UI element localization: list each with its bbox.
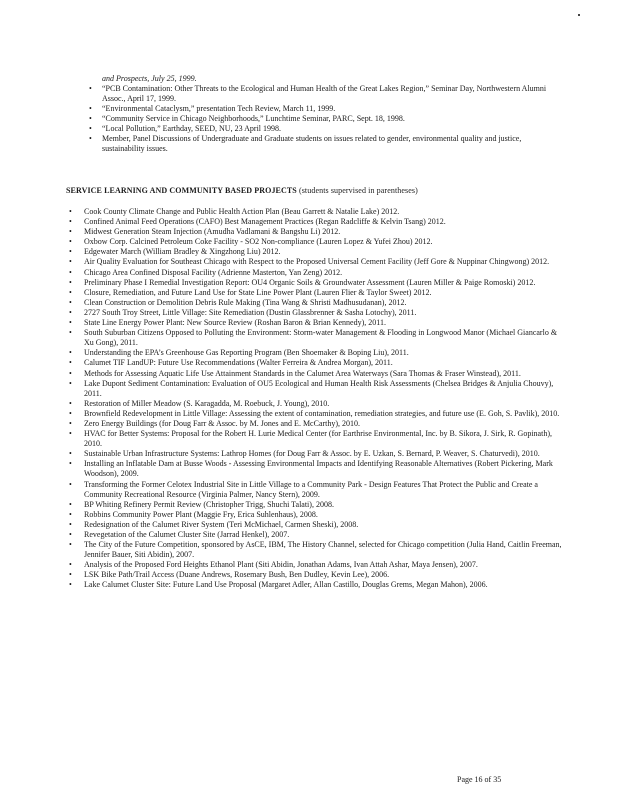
project-item bbox=[66, 480, 566, 500]
bullet-icon: • bbox=[69, 530, 72, 539]
project-text: Chicago Area Confined Disposal Facility (Adrienne Masterton, Yan Zeng) 2012. bbox=[84, 267, 343, 277]
project-text: Installing an Inflatable Dam at Busse Woods - Assessing Environmental Impacts and Identifying Reasonable Alternatives (Robert Pickering, Mark Woodson), 2009. bbox=[84, 459, 553, 479]
list-item: • “Environmental Cataclysm,” presentation Tech Review, March 11, 1999. bbox=[89, 104, 336, 113]
bullet-icon: • bbox=[69, 449, 72, 459]
bullet-icon: • bbox=[69, 328, 72, 338]
project-item bbox=[66, 308, 566, 318]
project-item bbox=[66, 348, 566, 358]
project-item bbox=[66, 217, 566, 227]
bullet-icon: • bbox=[89, 134, 92, 143]
section-heading bbox=[66, 186, 566, 195]
project-item bbox=[66, 379, 566, 399]
bullet-icon: • bbox=[69, 570, 72, 580]
project-item bbox=[66, 510, 566, 520]
project-text: HVAC for Better Systems: Proposal for the Robert H. Lurie Medical Center (for Earthrise Environmental, Inc. by B. Sikora, J. Sirk, R. Gopinath), 2010. bbox=[84, 429, 552, 449]
project-item bbox=[66, 278, 566, 288]
project-item bbox=[66, 399, 566, 409]
project-text: Revegetation of the Calumet Cluster Site (Jarrad Henkel), 2007. bbox=[84, 530, 290, 539]
list-item: • “Community Service in Chicago Neighborhoods,” Lunchtime Seminar, PARC, Sept. 18, 1998. bbox=[89, 114, 405, 123]
bullet-icon: • bbox=[69, 368, 72, 378]
bullet-icon: • bbox=[69, 408, 72, 418]
bullet-icon: • bbox=[69, 348, 72, 358]
project-text: Methods for Assessing Aquatic Life Use Attainment Standards in the Calumet Area Waterways (Sara Thomas & Fraser Winstead), 2011. bbox=[84, 368, 521, 378]
project-item bbox=[66, 298, 566, 308]
bullet-icon: • bbox=[69, 378, 72, 388]
projects-list bbox=[66, 207, 566, 591]
bullet-icon: • bbox=[69, 580, 72, 590]
project-item bbox=[66, 530, 566, 540]
project-text: Air Quality Evaluation for Southeast Chicago with Respect to the Proposed Universal Cement Facility (Jeff Gore & Nuppinar Chingwong) 2012. bbox=[84, 257, 550, 267]
bullet-icon: • bbox=[89, 124, 92, 133]
project-text: Sustainable Urban Infrastructure Systems: Lathrop Homes (for Doug Farr & Assoc. by E. Uzkan, S. Bernard, P. Weaver, S. Chaturvedi), 2010. bbox=[84, 449, 540, 459]
presentations-list bbox=[88, 74, 558, 154]
project-item bbox=[66, 207, 566, 217]
bullet-icon: • bbox=[69, 459, 72, 469]
list-item: and Prospects, July 25, 1999. bbox=[102, 74, 197, 83]
project-item bbox=[66, 459, 566, 479]
project-text: Lake Calumet Cluster Site: Future Land Use Proposal (Margaret Adler, Allan Castillo, Douglas Grems, Megan Mahon), 2006. bbox=[84, 580, 488, 590]
section-title: SERVICE LEARNING AND COMMUNITY BASED PROJECTS bbox=[66, 186, 297, 195]
bullet-icon: • bbox=[69, 207, 72, 216]
project-text: State Line Energy Power Plant: New Source Review (Roshan Baron & Brian Kennedy), 2011. bbox=[84, 318, 386, 328]
bullet-icon: • bbox=[69, 540, 72, 550]
project-text: Preliminary Phase I Remedial Investigation Report: OU4 Organic Soils & Groundwater Assessment (Lauren Miller & Paige Romoski) 2012. bbox=[84, 277, 536, 287]
project-text: Redesignation of the Calumet River System (Teri McMichael, Carmen Sheski), 2008. bbox=[84, 519, 359, 529]
project-text: Restoration of Miller Meadow (S. Karagadda, M. Roebuck, J. Young), 2010. bbox=[84, 398, 330, 408]
bullet-icon: • bbox=[69, 499, 72, 509]
project-item bbox=[66, 429, 566, 449]
project-item bbox=[66, 237, 566, 247]
project-text: South Suburban Citizens Opposed to Polluting the Environment: Storm-water Management & Flooding in Longwood Manor (Michael Giancarlo & Xu Gong), 2011. bbox=[84, 328, 558, 348]
project-item bbox=[66, 268, 566, 278]
project-text: Lake Dupont Sediment Contamination: Evaluation of OU5 Ecological and Human Health Risk Assessments (Chelsea Bridges & Anjulia Chouvy), 2011. bbox=[84, 378, 554, 398]
project-text: Zero Energy Buildings (for Doug Farr & Assoc. by M. Jones and E. McCarthy), 2010. bbox=[84, 418, 361, 428]
project-text: Transforming the Former Celotex Industrial Site in Little Village to a Community Park - Design Features That Protect the Public and Create a Community Recreational Resource (Virginia Palmer, Nancy Stern), 2009. bbox=[84, 479, 538, 499]
project-text: Midwest Generation Steam Injection (Amudha Vadlamani & Bangshu Li) 2012. bbox=[84, 227, 341, 237]
bullet-icon: • bbox=[69, 318, 72, 328]
bullet-icon: • bbox=[69, 247, 72, 257]
bullet-icon: • bbox=[89, 114, 92, 123]
bullet-icon: • bbox=[69, 237, 72, 247]
project-item bbox=[66, 369, 566, 379]
bullet-icon: • bbox=[69, 257, 72, 267]
bullet-icon: • bbox=[89, 104, 92, 113]
project-item bbox=[66, 227, 566, 237]
bullet-icon: • bbox=[69, 267, 72, 277]
project-text: Cook County Climate Change and Public Health Action Plan (Beau Garrett & Natalie Lake) 2012. bbox=[84, 207, 400, 216]
bullet-icon: • bbox=[89, 84, 92, 93]
project-text: BP Whiting Refinery Permit Review (Christopher Trigg, Shuchi Talati), 2008. bbox=[84, 499, 334, 509]
section-subtitle: (students supervised in parentheses) bbox=[298, 186, 418, 195]
bullet-icon: • bbox=[69, 509, 72, 519]
project-item bbox=[66, 409, 566, 419]
bullet-icon: • bbox=[69, 297, 72, 307]
project-text: Confined Animal Feed Operations (CAFO) Best Management Practices (Regan Radcliffe & Kelvin Tsang) 2012. bbox=[84, 217, 446, 227]
bullet-icon: • bbox=[69, 277, 72, 287]
project-text: Understanding the EPA’s Greenhouse Gas Reporting Program (Ben Shoemaker & Boping Liu), 2011. bbox=[84, 348, 409, 358]
list-item: • “Local Pollution,” Earthday, SEED, NU, 23 April 1998. bbox=[89, 124, 282, 133]
project-text: Oxbow Corp. Calcined Petroleum Coke Facility - SO2 Non-compliance (Lauren Lopez & Yufei Zhou) 2012. bbox=[84, 237, 433, 247]
bullet-icon: • bbox=[69, 560, 72, 570]
project-item bbox=[66, 449, 566, 459]
project-item bbox=[66, 570, 566, 580]
bullet-icon: • bbox=[69, 358, 72, 368]
project-text: The City of the Future Competition, sponsored by AsCE, IBM, The History Channel, selected for Chicago competition (Julia Hand, Caitlin Freeman, Jennifer Bauer, Siti Abidin), 2007. bbox=[84, 540, 562, 560]
project-text: Closure, Remediation, and Future Land Use for State Line Power Plant (Lauren Flier & Taylor Sweet) 2012. bbox=[84, 287, 432, 297]
project-item bbox=[66, 540, 566, 560]
project-text: LSK Bike Path/Trail Access (Duane Andrews, Rosemary Bush, Ben Dudley, Kevin Lee), 2006. bbox=[84, 570, 390, 580]
project-item bbox=[66, 419, 566, 429]
project-text: Robbins Community Power Plant (Maggie Fry, Erica Suhlenhaus), 2008. bbox=[84, 509, 318, 519]
bullet-icon: • bbox=[69, 227, 72, 237]
project-item bbox=[66, 318, 566, 328]
project-item bbox=[66, 257, 566, 267]
bullet-icon: • bbox=[69, 307, 72, 317]
project-item bbox=[66, 560, 566, 570]
project-text: Clean Construction or Demolition Debris Rule Making (Tina Wang & Shristi Madhusudanan), 2012. bbox=[84, 297, 407, 307]
project-text: Calumet TIF LandUP: Future Use Recommendations (Walter Ferreira & Andrea Morgan), 2011. bbox=[84, 358, 393, 368]
project-item bbox=[66, 580, 566, 590]
bullet-icon: • bbox=[69, 519, 72, 529]
project-item bbox=[66, 500, 566, 510]
project-text: Edgewater March (William Bradley & Xingzhong Liu) 2012. bbox=[84, 247, 281, 257]
bullet-icon: • bbox=[69, 287, 72, 297]
list-item: • “PCB Contamination: Other Threats to the Ecological and Human Health of the Great Lakes Region,” Seminar Day, Northwestern Alumni Assoc., April 17, 1999. bbox=[89, 84, 547, 103]
project-item bbox=[66, 288, 566, 298]
project-text: 2727 South Troy Street, Little Village: Site Remediation (Dustin Glassbrenner & Sasha Lotochy), 2011. bbox=[84, 307, 417, 317]
bullet-icon: • bbox=[69, 429, 72, 439]
project-item bbox=[66, 247, 566, 257]
list-item: • Member, Panel Discussions of Undergraduate and Graduate students on issues related to gender, environmental quality and justice, sustainability issues. bbox=[89, 134, 522, 153]
bullet-icon: • bbox=[69, 398, 72, 408]
project-item bbox=[66, 358, 566, 368]
project-item bbox=[66, 520, 566, 530]
scan-mark bbox=[578, 14, 580, 16]
bullet-icon: • bbox=[69, 217, 72, 227]
project-item bbox=[66, 328, 566, 348]
project-text: Analysis of the Proposed Ford Heights Ethanol Plant (Siti Abidin, Jonathan Adams, Ivan Attah Ashar, Maya Jensen), 2007. bbox=[84, 560, 478, 570]
bullet-icon: • bbox=[69, 418, 72, 428]
bullet-icon: • bbox=[69, 479, 72, 489]
project-text: Brownfield Redevelopment in Little Village: Assessing the extent of contamination, remediation strategies, and future use (E. Goh, S. Pavlik), 2010. bbox=[84, 408, 560, 418]
page-number: Page 16 of 35 bbox=[457, 775, 502, 784]
